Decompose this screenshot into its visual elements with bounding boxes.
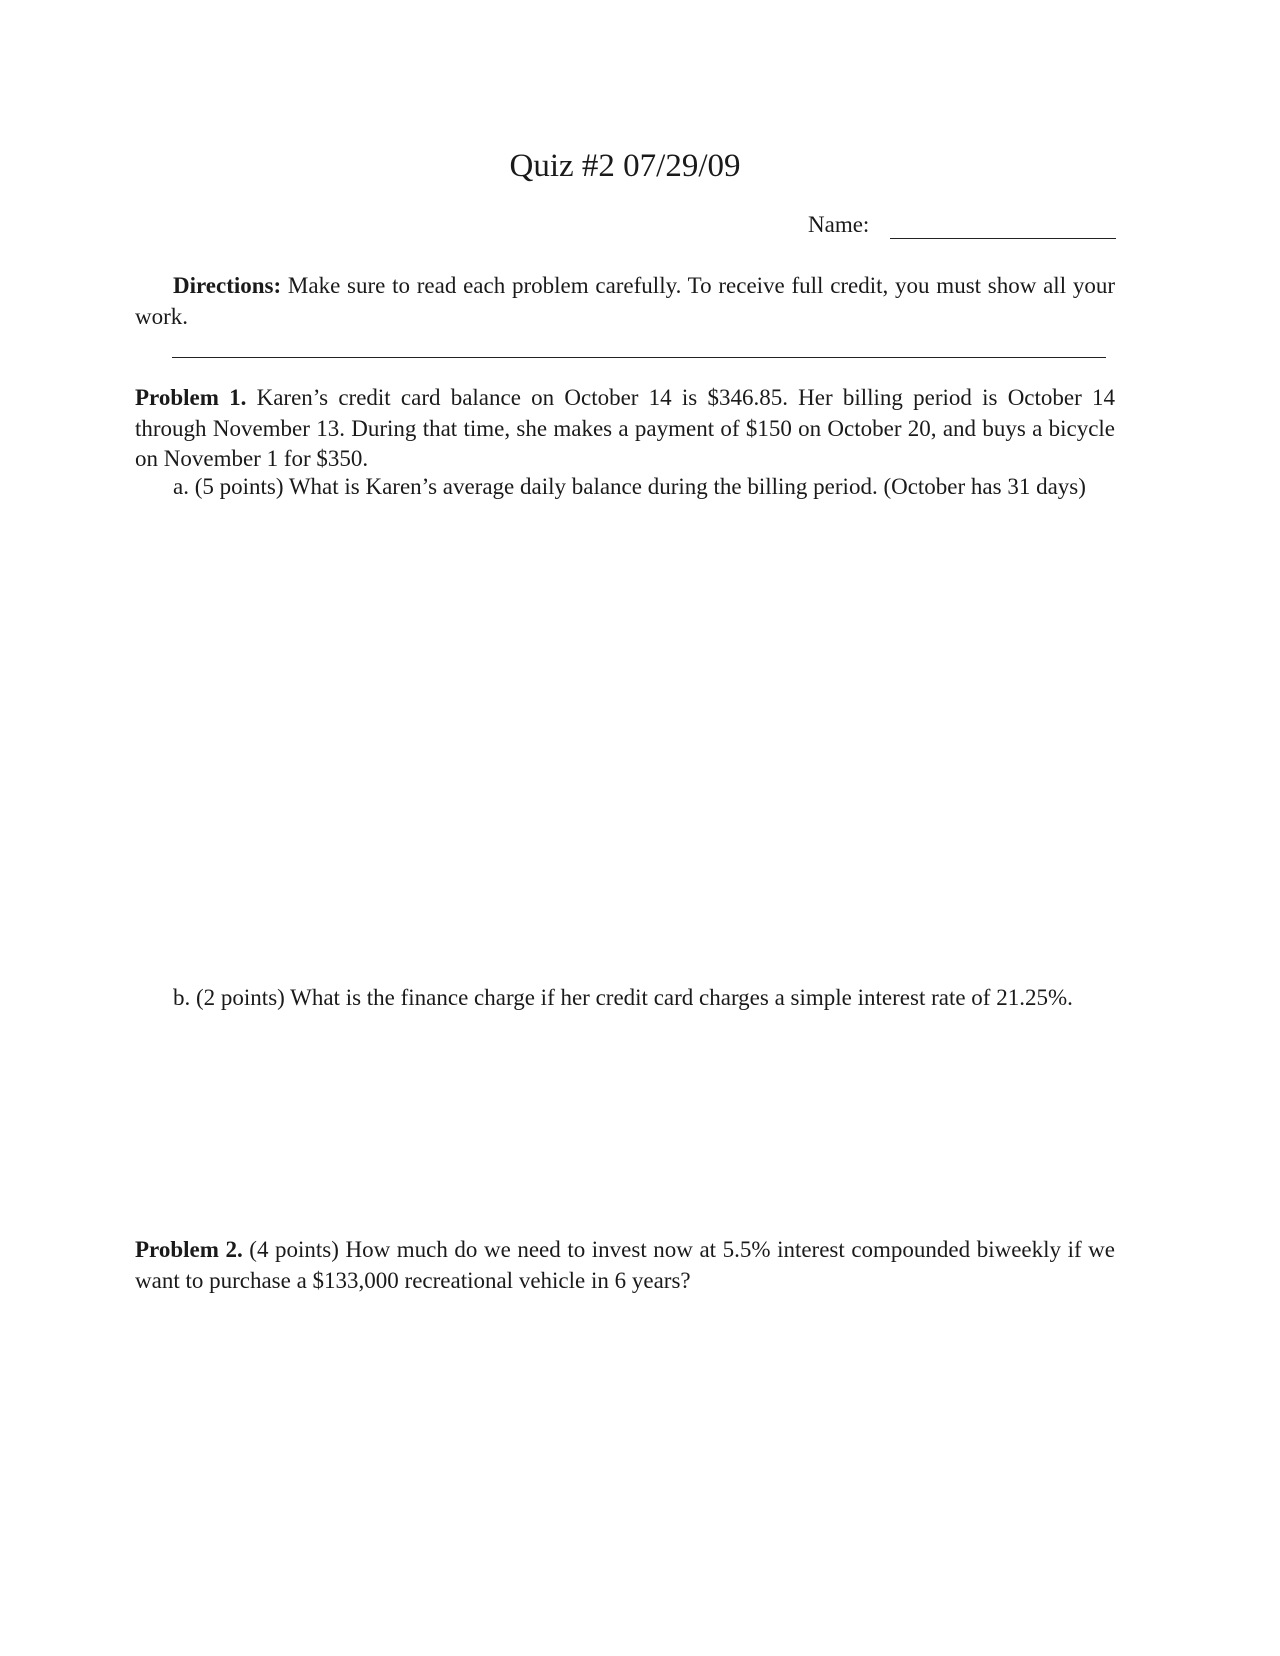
- name-field-row: [808, 212, 1116, 244]
- page-title: Quiz #2 07/29/09: [509, 148, 741, 184]
- directions-label: Directions:: [173, 273, 282, 298]
- horizontal-divider: [172, 357, 1106, 358]
- problem-1-part-a: a. (5 points) What is Karen’s average daily balance during the billing period. (October has 31 days): [173, 474, 1086, 499]
- problem-1-label: Problem 1.: [135, 385, 247, 410]
- problem-2-label: Problem 2.: [135, 1237, 243, 1262]
- name-blank-line: [890, 238, 1116, 239]
- problem-2-text: (4 points) How much do we need to invest now at 5.5% interest compounded biweekly if we want to purchase a $133,000 recreational vehicle in 6 years?: [135, 1237, 1115, 1293]
- problem-1-text: Karen’s credit card balance on October 14 is $346.85. Her billing period is October 14 through November 13. During that time, she makes a payment of $150 on October 20, and buys a bicycle on November 1 for $350.: [135, 385, 1115, 471]
- problem-2-statement: [135, 1235, 1115, 1296]
- directions-text: Make sure to read each problem carefully. To receive full credit, you must show all your work.: [135, 273, 1115, 329]
- problem-1-statement: [135, 383, 1115, 475]
- name-label: Name:: [808, 212, 870, 237]
- directions-paragraph: [135, 271, 1115, 332]
- problem-1-part-b: b. (2 points) What is the finance charge if her credit card charges a simple interest rate of 21.25%.: [173, 985, 1073, 1010]
